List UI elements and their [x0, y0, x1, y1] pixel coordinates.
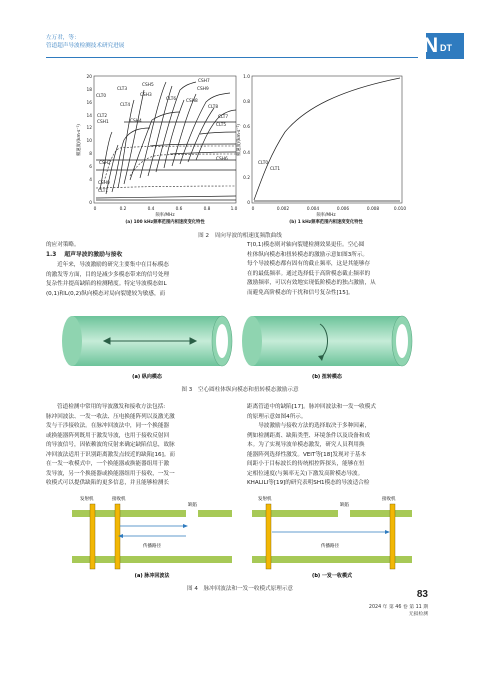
left-para-3 [46, 403, 236, 489]
left-para-3-line: 发与干涉接收法。在脉冲回波法中，同一个换能器 [46, 423, 170, 429]
right-para-3-line: 定相位速度(与频率无关)下激发高阶模态导波。 [247, 470, 364, 477]
ly-10: 10 [86, 139, 92, 144]
header-authors: 左万君，等： [46, 35, 80, 41]
right-para-1 [247, 241, 435, 298]
left-para-2-line: 近年来，导波激励的研究主要集中在目标模态 [57, 262, 169, 268]
ly-0: 0 [89, 201, 92, 206]
label-r-clt1: CLT1 [270, 167, 281, 172]
label-clt7: CLT7 [218, 115, 229, 120]
left-para-2-line: (0,1)和L(0,2)纵向模态对局向裂缝较为敏感，而 [46, 290, 166, 297]
lx-04: 0.4 [147, 207, 155, 212]
right-para-3-line: 本。为了实现导波单模态激发，研究人员利用换 [247, 442, 365, 448]
section-title: 超声导波的激励与接收 [64, 252, 123, 258]
rx-0002: 0.002 [276, 207, 290, 212]
ly-20: 20 [86, 75, 92, 80]
logo-letters-dt: DT [440, 43, 452, 53]
fig4b-defect: 缺陷 [340, 503, 349, 508]
right-para-3-line: 间距小于目标波长的传统相控阵探头，能够在恒 [247, 461, 365, 467]
right-para-3-line: 导波激励与接收方法的选择取决于多种因素， [247, 423, 371, 429]
left-para-3-line: 管道检测中常用的导波激发和接收方法包括: [57, 404, 166, 410]
left-para-3-line: 收模式可以提供缺陷的更多信息，并且能够检测长 [46, 480, 170, 486]
label-clt8: CLT8 [208, 105, 219, 110]
footer-issue: 2024 年 第 46 卷 第 11 期 [368, 605, 428, 610]
ry-10: 1.0 [243, 75, 250, 80]
label-csh9: CSH9 [197, 87, 209, 92]
label-csh7: CSH7 [198, 79, 210, 84]
label-csh8: CSH8 [186, 99, 198, 104]
diagram-pulse-echo [72, 495, 232, 579]
label-clt5: CLT5 [216, 123, 227, 128]
label-csh4: CSH4 [130, 119, 142, 124]
label-clt2: CLT2 [97, 114, 108, 119]
ry-02: 0.2 [243, 176, 250, 181]
left-para-1: 的应对策略。 [46, 242, 80, 248]
ly-18: 18 [86, 88, 92, 93]
lx-0: 0 [93, 207, 97, 212]
fig4b-path: 传播路径 [321, 544, 339, 549]
ry-04: 0.4 [243, 151, 250, 156]
right-para-1-line: 而避免高阶模态的干扰和信号复杂性[15]。 [247, 289, 354, 296]
label-csh5: CSH5 [142, 83, 154, 88]
label-clt4: CLT4 [120, 103, 131, 108]
left-para-2-line: 复杂性并提高缺陷的检测精度。特定导波模态如L [46, 281, 167, 287]
ry-08: 0.8 [243, 100, 250, 105]
logo-letter-n: N [423, 34, 439, 57]
fig2-caption: 图 2 周向导波的相速度频散曲线 [198, 233, 282, 239]
right-para-1-line: 柱体纵向模态和扭转模态的激励示意如图3所示。 [247, 251, 369, 258]
fig4b-tx: 发射机 [258, 497, 272, 502]
right-para-3-line: 能器阵列选择性激发。VEIT等[18]发现对于基本 [247, 451, 367, 458]
pipe-longitudinal [62, 316, 232, 366]
right-para-3 [247, 403, 437, 489]
label-clt6: CLT6 [166, 97, 177, 102]
right-para-3-line: 例如检测距离、缺陷类型、环境条件以及设备和成 [247, 432, 371, 439]
right-para-3-line: KHALILI等[19]的研究表明SH1模态的导波适合检 [247, 480, 370, 486]
fig4a-rx: 接收机 [112, 497, 126, 502]
lx-02: 0.2 [119, 207, 127, 212]
right-para-1-line: 激励频率，可以有效地实现低阶模态的独占激励，从 [247, 280, 376, 286]
fig3-sub-a: (a) 纵向模态 [132, 374, 162, 380]
fig2-sub-b: (b) 1 kHz频率范围内相速度变化特性 [289, 220, 363, 225]
right-xlabel: 频率/MHz [316, 213, 336, 218]
left-para-3-line: 冲回波法适用于识别距离激发点较近的缺陷[16]。而 [46, 451, 175, 458]
label-csh3: CSH3 [140, 93, 152, 98]
right-para-3-line: 的原理示意如图4所示。 [247, 413, 307, 420]
figure-3 [0, 302, 480, 402]
right-para-1-line: 在的最低频率。通过选择低于高阶模态截止频率的 [247, 270, 371, 277]
right-para-3-line: 距离管道中的缺陷[17]。脉冲回波法和一发一收模式 [247, 404, 376, 410]
label-clt3: CLT3 [117, 87, 128, 92]
figure-2 [0, 60, 480, 240]
left-xlabel: 频率/MHz [155, 213, 175, 218]
left-para-3-line: 发导波，另一个换能器或换能器组用于接收，一发一 [46, 470, 175, 477]
rx-0006: 0.006 [336, 207, 350, 212]
fig4a-path: 传播路径 [143, 544, 161, 549]
fig4b-rx: 接收机 [382, 497, 396, 502]
rx-0004: 0.004 [306, 207, 320, 212]
fig3-caption: 图 3 空心圆柱体纵向模态和扭转模态激励示意 [181, 387, 299, 393]
left-para-3-line: 脉冲回波法、一发一收法、压电换能阵列以及激光激 [46, 413, 175, 420]
ly-6: 6 [89, 165, 92, 170]
left-para-2 [46, 261, 234, 299]
right-ylabel: 相速度/(km·s⁻¹) [237, 124, 242, 156]
rx-0: 0 [251, 207, 255, 212]
pipe-torsional [242, 316, 412, 366]
header-title: 管道超声导波检测技术研究进展 [46, 43, 125, 49]
fig4a-defect: 缺陷 [188, 503, 197, 508]
lx-10: 1.0 [230, 207, 238, 212]
left-para-3-line: 或换能器阵列既用于激发导波，也用于接收反射回 [46, 432, 170, 439]
label-csh0: CSH0 [98, 181, 110, 186]
header-rule [46, 57, 418, 58]
rx-0008: 0.008 [366, 207, 380, 212]
ly-8: 8 [89, 152, 92, 157]
figure-4 [0, 492, 480, 592]
fig4-sub-b: (b) 一发一收模式 [312, 573, 352, 579]
fig4-sub-a: (a) 脉冲回波法 [134, 573, 170, 579]
ly-12: 12 [86, 126, 92, 131]
ry-06: 0.6 [243, 125, 250, 130]
label-csh2: CSH2 [99, 161, 111, 166]
fig4-caption: 图 4 脉冲回波法和一发一收模式原理示意 [186, 586, 294, 592]
label-r-clt0: CLT0 [258, 161, 269, 166]
left-para-3-line: 的导波信号，因依赖波的反射来确定缺陷信息，故脉 [46, 442, 175, 448]
fig2-sub-a: (a) 100 kHz频率范围内相速度变化特性 [125, 220, 205, 225]
rx-0010: 0.010 [393, 207, 407, 212]
label-csh1: CSH1 [97, 120, 109, 125]
label-clt1: CLT1 [98, 189, 109, 194]
header-text [46, 34, 124, 50]
section-heading [46, 251, 122, 261]
journal-logo [420, 33, 464, 59]
ly-14: 14 [86, 114, 92, 119]
left-para-2-line: 的激发等方面，目的是减少多模态带来的信号处理 [46, 271, 170, 278]
ly-16: 16 [86, 101, 92, 106]
page-number: 83 [416, 589, 428, 600]
fig4a-tx: 发射机 [80, 497, 94, 502]
right-para-1-line: T(0,1)模态则对轴向裂缝检测效果更佳。空心圆 [247, 242, 365, 248]
left-ylabel: 相速度/(km·s⁻¹) [77, 124, 82, 156]
left-para-3-line: 在一发一收模式中，一个换能器或换能器组用于激 [46, 461, 170, 467]
right-para-1-line: 每个导波模态都有固有的截止频率，这是其能够存 [247, 261, 371, 267]
section-number: 1.3 [46, 252, 57, 258]
diagram-pitch-catch [252, 495, 412, 579]
lx-06: 0.6 [175, 207, 183, 212]
fig3-sub-b: (b) 扭转模态 [312, 374, 342, 380]
ry-0: 0 [247, 201, 250, 206]
footer-journal: 无损检测 [408, 612, 428, 617]
label-clt0: CLT0 [96, 94, 107, 99]
label-csh6: CSH6 [216, 157, 228, 162]
ly-4: 4 [89, 178, 92, 183]
lx-08: 0.8 [203, 207, 211, 212]
